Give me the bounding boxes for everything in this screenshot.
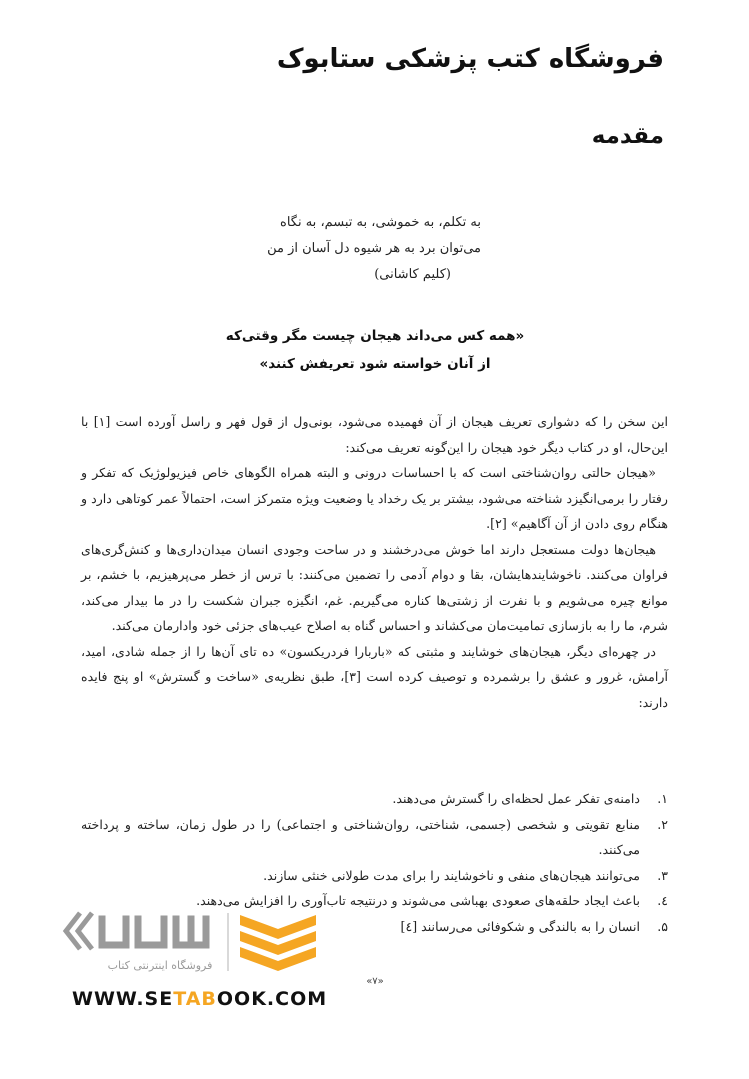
setabook-logo: [60, 905, 330, 980]
page-header-title: فروشگاه کتب پزشکی ستابوک: [276, 44, 664, 74]
list-item-text: دامنه‌ی تفکر عمل لحظه‌ای را گسترش می‌دهند.: [392, 791, 640, 806]
paragraph-3: هیجان‌ها دولت مستعجل دارند اما خوش می‌درخشند و در ساحت وجودی انسان میدان‌داری‌ها و کنش‌گری‌های فراوان می‌کنند. ناخوشایندهایشان، بقا و دوام آدمی را تضمین می‌کنند: با ترس از خطر می‌پرهیزیم، با خشم، بر موانع چیره می‌شویم و با نفرت از زشتی‌ها کناره می‌گیریم. غم، انگیزه جبران شکست را در ما بیدار می‌کند، شرم، ما را به بازسازی تمامیت‌مان می‌کشاند و احساس گناه به اصلاح عیب‌های جزئی خود وادارمان می‌کند.: [81, 541, 668, 633]
list-item-number: ۵.: [657, 918, 668, 934]
list-item: [81, 863, 668, 889]
poem-block: [267, 210, 481, 288]
paragraph-2: «هیجان حالتی روان‌شناختی است که با احساسات درونی و البته همراه الگوهای خاص فیزیولوژیک که تفکر و رفتار را برمی‌انگیزد شناخته می‌شود، بیشتر بر یک رخداد یا وضعیت ویژه متمرکز است، احتمالاً عمر کوتاهی دارد و هنگام روی دادن از آن آگاهیم» [۲].: [81, 465, 668, 531]
chevron-left-icon: [66, 913, 92, 949]
list-item-number: ۳.: [657, 867, 668, 883]
url-prefix: WWW.SE: [72, 988, 174, 1010]
poem-poet: (کلیم کاشانی): [374, 267, 451, 282]
site-url: [72, 988, 327, 1010]
brand-wordmark: [102, 919, 206, 945]
list-item: [81, 786, 668, 812]
page-number: «۷»: [366, 976, 384, 987]
url-accent: TAB: [173, 988, 217, 1010]
paragraph-4: در چهره‌ای دیگر، هیجان‌های خوشایند و مثبتی که «باربارا فردریکسون» ده تای آن‌ها را از جمله شادی، امید، آرامش، غرور و عشق را برشمرده و توصیف کرده است [۳]، طبق نظریه‌ی «ساخت و گسترش» او پنج فایده دارند:: [81, 643, 668, 710]
poem-line-2: می‌توان برد به هر شیوه دل آسان از من: [267, 241, 481, 256]
paragraph-1: این سخن را که دشواری تعریف هیجان از آن فهمیده می‌شود، بونی‌ول از قول فهر و راسل آورده است [۱] با این‌حال، او در کتاب دیگر خود هیجان را این‌گونه تعریف می‌کند:: [81, 414, 668, 455]
url-suffix: OOK.COM: [216, 988, 328, 1010]
quote-line-2: از آنان خواسته شود تعریفش کنند»: [259, 356, 491, 372]
body-text: [81, 409, 668, 715]
logo-tagline: فروشگاه اینترنتی کتاب: [107, 959, 213, 972]
list-item-number: ۲.: [657, 816, 668, 832]
list-item-text: می‌توانند هیجان‌های منفی و ناخوشایند را برای مدت طولانی خنثی سازند.: [263, 867, 640, 883]
list-item-text: منابع تقویتی و شخصی (جسمی، شناختی، روان‌شناختی و اجتماعی) را در طول زمان، ساخته و پرداخته می‌کنند.: [81, 816, 640, 857]
list-item-number: ۱.: [657, 791, 668, 806]
section-title: مقدمه: [591, 123, 664, 149]
list-item-text: باعث ایجاد حلقه‌های صعودی بهباشی می‌شوند و درنتیجه تاب‌آوری را افزایش می‌دهند.: [196, 893, 640, 908]
quote-line-1: «همه کس می‌داند هیجان چیست مگر وقتی‌که: [225, 328, 525, 344]
list-item: [81, 812, 668, 863]
poem-line-1: به تکلم، به خموشی، به تبسم، به نگاه: [280, 215, 481, 230]
list-item-text: انسان را به بالندگی و شکوفائی می‌رسانند [٤]: [400, 918, 640, 934]
book-icon: [240, 915, 316, 971]
epigraph-quote: [180, 322, 570, 378]
list-item-number: ٤.: [657, 893, 668, 908]
